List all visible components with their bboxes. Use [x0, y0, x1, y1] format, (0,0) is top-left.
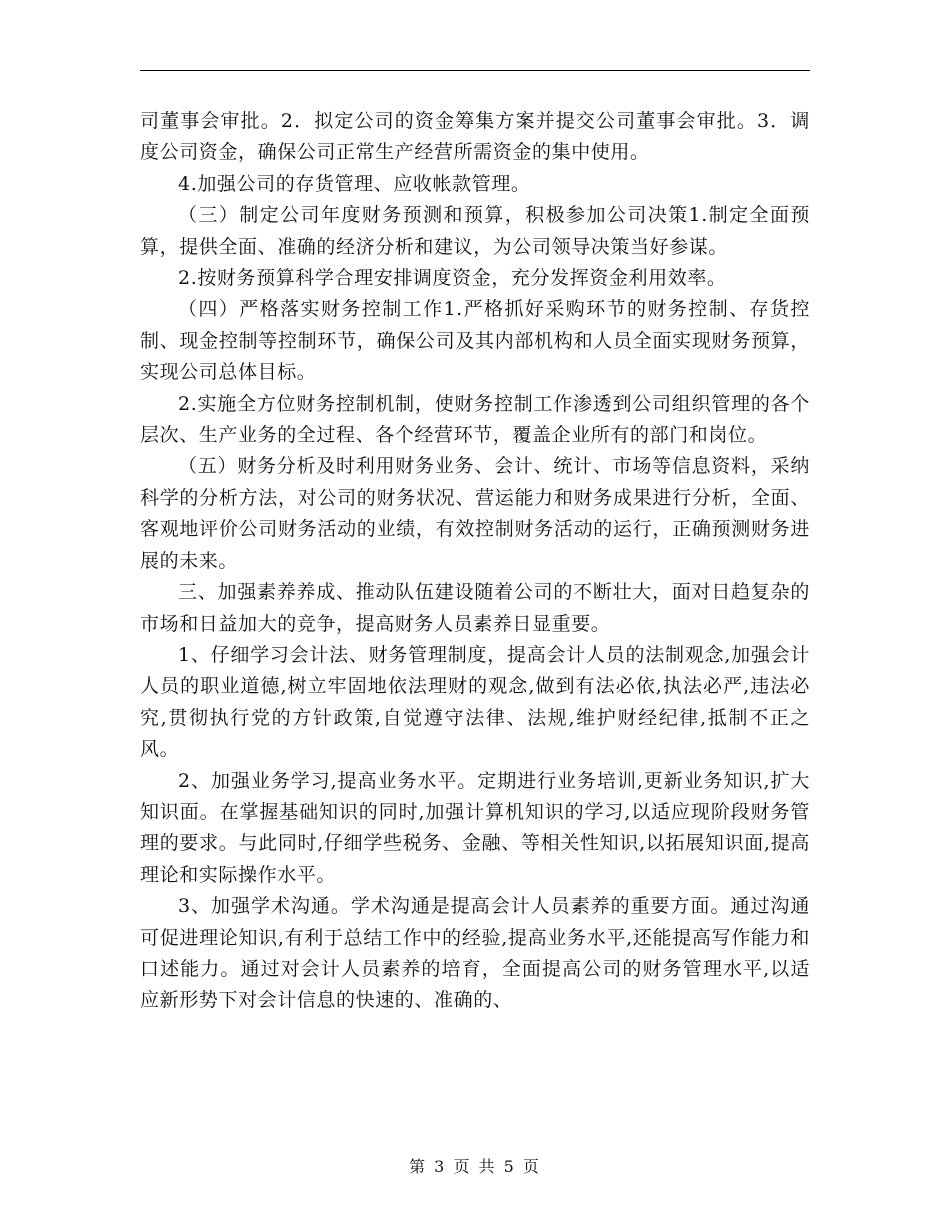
paragraph-control-mechanism: 2.实施全方位财务控制机制，使财务控制工作渗透到公司组织管理的各个层次、生产业务的全过程、各个经营环节，覆盖企业所有的部门和岗位。	[140, 392, 810, 447]
page-number-footer: 第 3 页 共 5 页	[409, 1157, 541, 1176]
header-rule	[140, 70, 810, 71]
paragraph-item-3: 3、加强学术沟通。学术沟通是提高会计人员素养的重要方面。通过沟通可促进理论知识,有利于总结工作中的经验,提高业务水平,还能提高写作能力和口述能力。通过对会计人员素养的培育，全面提高公司的财务管理水平,以适应新形势下对会计信息的快速的、准确的、	[140, 895, 810, 1012]
paragraph-item-2: 2、加强业务学习,提高业务水平。定期进行业务培训,更新业务知识,扩大知识面。在掌握基础知识的同时,加强计算机知识的学习,以适应现阶段财务管理的要求。与此同时,仔细学些税务、金融、等相关性知识,以拓展知识面,提高理论和实际操作水平。	[140, 769, 810, 886]
paragraph-inventory: 4.加强公司的存货管理、应收帐款管理。	[178, 172, 531, 195]
paragraph-section-5: （五）财务分析及时利用财务业务、会计、统计、市场等信息资料，采纳科学的分析方法，对公司的财务状况、营运能力和财务成果进行分析，全面、客观地评价公司财务活动的业绩，有效控制财务活动的运行，正确预测财务进展的未来。	[140, 455, 810, 572]
document-body	[140, 106, 810, 1017]
paragraph-section-3: （三）制定公司年度财务预测和预算，积极参加公司决策1.制定全面预算，提供全面、准确的经济分析和建议，为公司领导决策当好参谋。	[140, 204, 810, 258]
paragraph-part-3: 三、加强素养养成、推动队伍建设随着公司的不断壮大，面对日趋复杂的市场和日益加大的竞争，提高财务人员素养日显重要。	[140, 581, 810, 635]
paragraph-item-1: 1、仔细学习会计法、财务管理制度，提高会计人员的法制观念,加强会计人员的职业道德,树立牢固地依法理财的观念,做到有法必依,执法必严,违法必究,贯彻执行党的方针政策,自觉遵守法律、法规,维护财经纪律,抵制不正之风。	[140, 643, 810, 761]
paragraph-continuation: 司董事会审批。2．拟定公司的资金筹集方案并提交公司董事会审批。3．调度公司资金，确保公司正常生产经营所需资金的集中使用。	[140, 110, 810, 164]
paragraph-budget-funds: 2.按财务预算科学合理安排调度资金，充分发挥资金利用效率。	[178, 267, 727, 290]
paragraph-section-4: （四）严格落实财务控制工作1.严格抓好采购环节的财务控制、存货控制、现金控制等控制环节，确保公司及其内部机构和人员全面实现财务预算，实现公司总体目标。	[140, 298, 810, 384]
